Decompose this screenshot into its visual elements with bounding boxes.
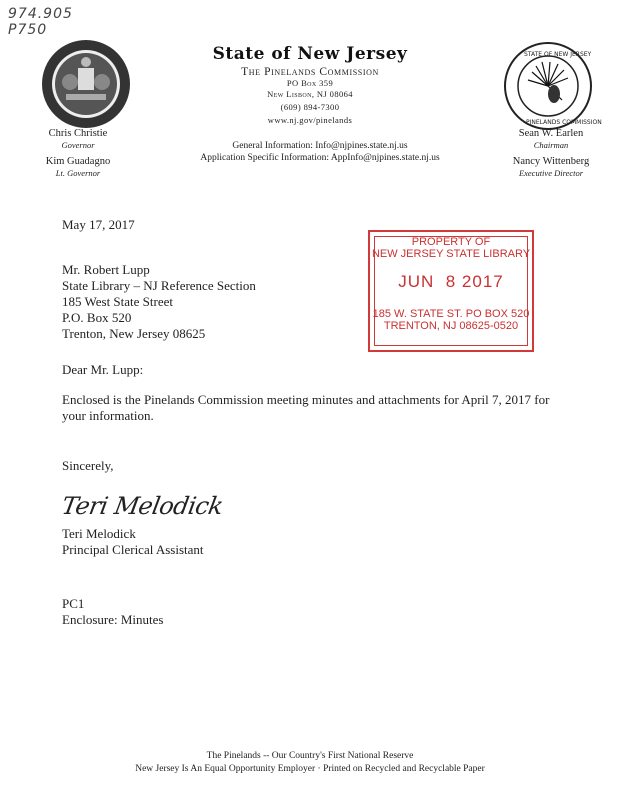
- footer: [60, 750, 560, 776]
- library-received-stamp: [368, 230, 534, 352]
- enclosure-block: [62, 596, 163, 628]
- officials-left: [28, 128, 128, 178]
- stamp-line-4: TRENTON, NJ 08625-0520: [383, 320, 519, 332]
- handwritten-signature: Teri Melodick: [59, 492, 226, 520]
- stamp-line-2: NEW JERSEY STATE LIBRARY: [371, 248, 531, 260]
- recipient-line: Mr. Robert Lupp: [62, 262, 150, 277]
- lt-governor-title: Lt. Governor: [55, 168, 101, 178]
- executive-director-name: Nancy Wittenberg: [512, 156, 590, 167]
- application-info-email[interactable]: Application Specific Information: AppInfo@njpines.state.nj.us: [200, 153, 440, 163]
- website-link[interactable]: www.nj.gov/pinelands: [267, 115, 353, 125]
- footer-line-2: New Jersey Is An Equal Opportunity Employer · Printed on Recycled and Recyclable Paper: [135, 764, 485, 774]
- letter-body: Enclosed is the Pinelands Commission meeting minutes and attachments for April 7, 2017 for your information.: [62, 392, 550, 423]
- state-title: State of New Jersey: [212, 44, 408, 64]
- contact-emails: [170, 140, 470, 164]
- footer-line-1: The Pinelands -- Our Country's First National Reserve: [206, 751, 414, 761]
- lt-governor-name: Kim Guadagno: [45, 156, 111, 167]
- city-address: New Lisbon, NJ 08064: [267, 89, 353, 99]
- recipient-line: Trenton, New Jersey 08625: [62, 326, 206, 341]
- pinelands-commission-seal-icon: [502, 40, 602, 132]
- recipient-address: [62, 262, 256, 342]
- officials-right: [496, 128, 606, 178]
- svg-text:PINELANDS COMMISSION: PINELANDS COMMISSION: [526, 119, 602, 126]
- chairman-name: Sean W. Earlen: [518, 128, 584, 139]
- chairman-title: Chairman: [533, 140, 569, 150]
- stamp-line-3: 185 W. STATE ST. PO BOX 520: [372, 308, 530, 320]
- svg-text:STATE OF NEW JERSEY: STATE OF NEW JERSEY: [524, 51, 592, 58]
- commission-name: The Pinelands Commission: [241, 66, 379, 78]
- phone-number: (609) 894-7300: [280, 102, 340, 112]
- general-info-email[interactable]: General Information: Info@njpines.state.nj.us: [232, 141, 408, 151]
- closing: Sincerely,: [62, 458, 114, 473]
- recipient-line: 185 West State Street: [62, 294, 174, 309]
- handwritten-line-2: P750: [8, 22, 48, 38]
- letter-date: May 17, 2017: [62, 217, 135, 232]
- letterhead: [160, 44, 460, 126]
- handwritten-line-1: 974.905: [8, 6, 73, 22]
- stamp-line-1: PROPERTY OF: [411, 236, 491, 248]
- signer-title: Principal Clerical Assistant: [62, 542, 204, 557]
- po-box: PO Box 359: [286, 78, 334, 88]
- executive-director-title: Executive Director: [518, 168, 584, 178]
- recipient-line: State Library – NJ Reference Section: [62, 278, 256, 293]
- signer-block: [62, 526, 204, 558]
- governor-title: Governor: [61, 140, 95, 150]
- recipient-line: P.O. Box 520: [62, 310, 132, 325]
- handwritten-call-number: [8, 6, 73, 38]
- governor-name: Chris Christie: [48, 128, 108, 139]
- signer-name: Teri Melodick: [62, 526, 136, 541]
- enclosure-line: Enclosure: Minutes: [62, 612, 164, 627]
- salutation: Dear Mr. Lupp:: [62, 362, 144, 377]
- stamp-date: JUN 8 2017: [398, 272, 504, 291]
- cc-line: PC1: [62, 596, 85, 611]
- nj-state-seal-icon: [40, 38, 132, 130]
